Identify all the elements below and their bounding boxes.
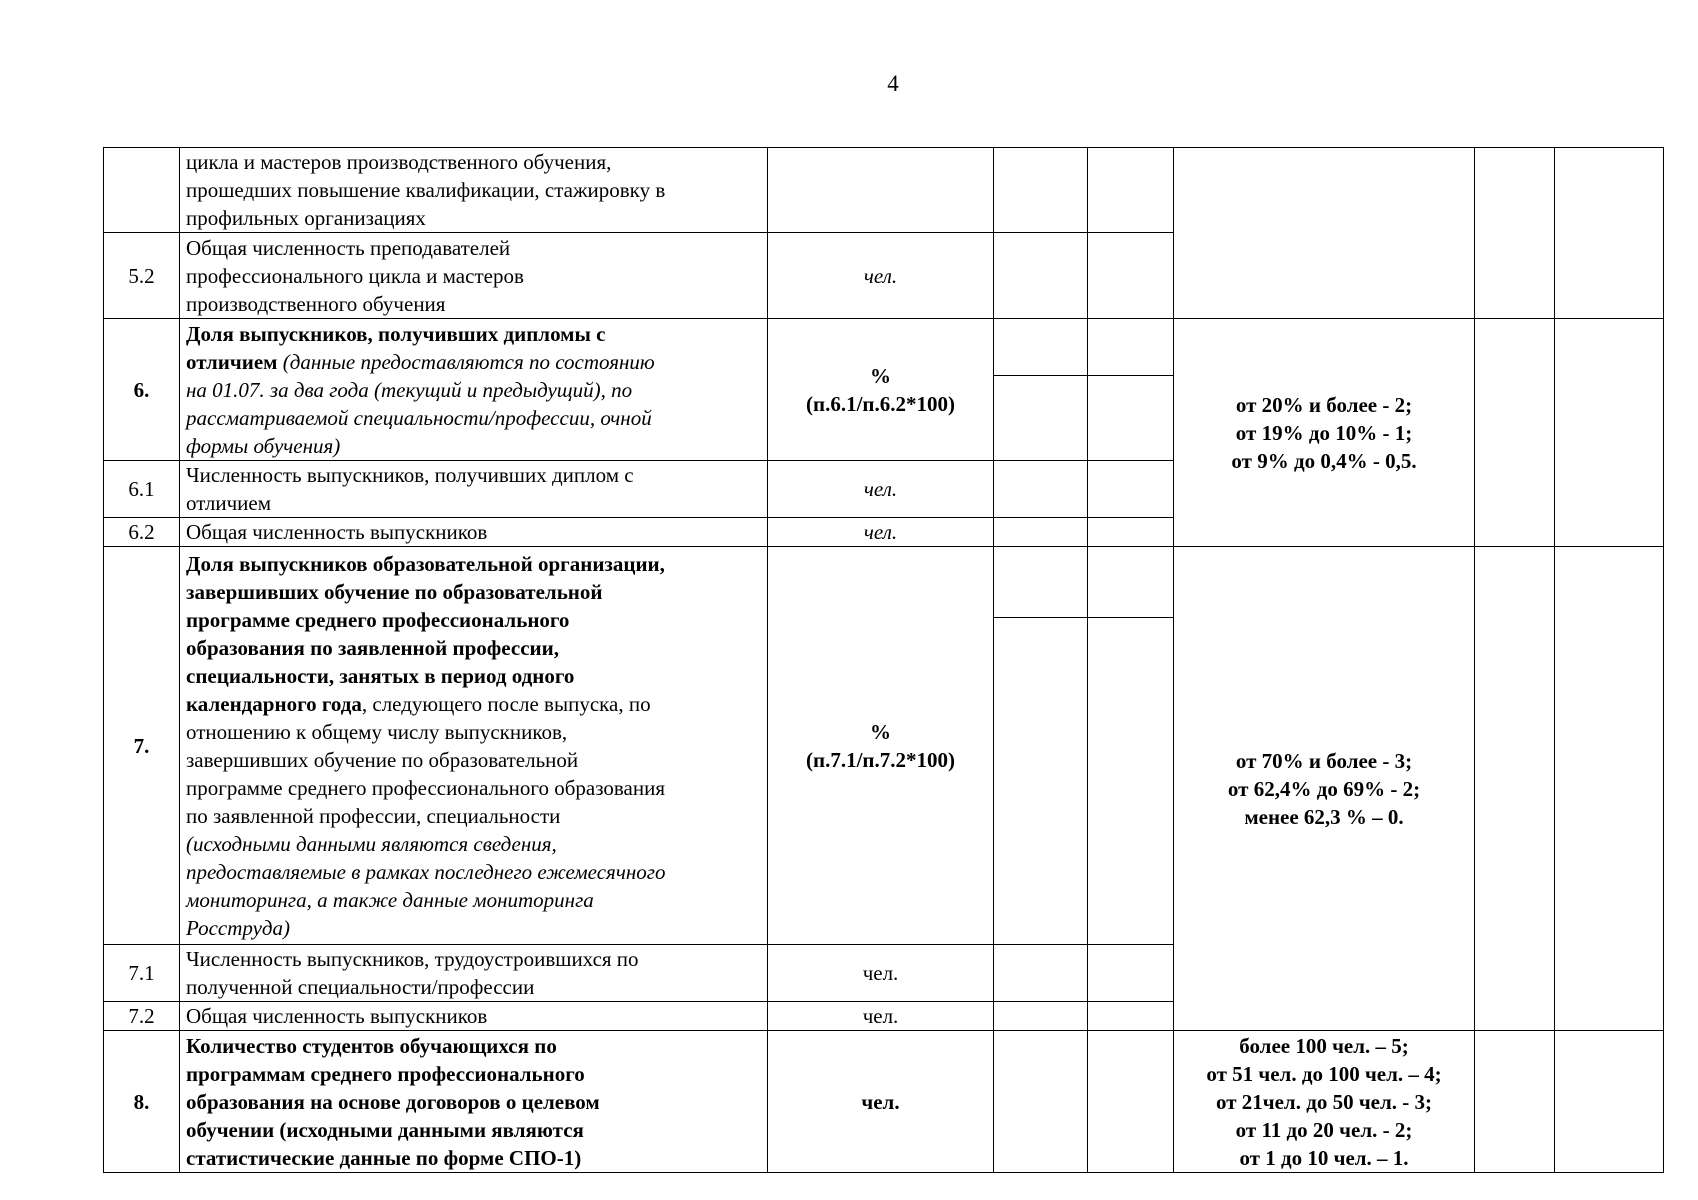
value-cell: [1088, 148, 1174, 233]
value-cell: [994, 376, 1088, 461]
value-cell: [994, 1031, 1088, 1173]
value-cell: [1088, 618, 1174, 945]
indicator-description: Количество студентов обучающихся по программам среднего профессионального образования на основе договоров о целевом обучении (исходными данными являются статистические данные по форме СПО-1): [180, 1031, 768, 1173]
value-cell: [1088, 319, 1174, 376]
note-cell: [1555, 148, 1664, 319]
note-cell: [1555, 547, 1664, 1031]
value-cell: [994, 319, 1088, 376]
row-number: [104, 148, 180, 233]
note-cell: [1555, 1031, 1664, 1173]
value-cell: [994, 461, 1088, 518]
indicator-description: цикла и мастеров производственного обучения, прошедших повышение квалификации, стажировку в профильных организациях: [180, 148, 768, 233]
unit-cell: чел.: [768, 461, 994, 518]
row-number: 6.: [104, 319, 180, 461]
value-cell: [1088, 1002, 1174, 1031]
table-row: [104, 547, 1664, 618]
unit-cell: чел.: [768, 518, 994, 547]
page-number: 4: [887, 71, 899, 96]
unit-cell: чел.: [768, 1002, 994, 1031]
value-cell: [1088, 233, 1174, 319]
value-cell: [1088, 945, 1174, 1002]
criteria-cell: от 70% и более - 3; от 62,4% до 69% - 2; менее 62,3 % – 0.: [1174, 547, 1475, 1031]
criteria-cell: [1174, 148, 1475, 319]
row-number: 7.1: [104, 945, 180, 1002]
value-cell: [994, 148, 1088, 233]
unit-cell: % (п.7.1/п.7.2*100): [768, 547, 994, 945]
score-cell: [1475, 547, 1555, 1031]
score-cell: [1475, 319, 1555, 547]
indicator-description: Доля выпускников образовательной организации, завершивших обучение по образовательной программе среднего профессионального образования по заявленной профессии, специальности, занятых в период одного календарного года, следующего после выпуска, по отношению к общему числу выпускников, завершивших обучение по образовательной программе среднего профессионального образования по заявленной профессии, специальности (исходными данными являются сведения, предоставляемые в рамках последнего ежемесячного мониторинга, а также данные мониторинга Росструда): [180, 547, 768, 945]
row-number: 7.: [104, 547, 180, 945]
indicator-description: Общая численность выпускников: [180, 1002, 768, 1031]
unit-cell: чел.: [768, 945, 994, 1002]
table-row: [104, 1031, 1664, 1173]
value-cell: [1088, 518, 1174, 547]
row-number: 8.: [104, 1031, 180, 1173]
value-cell: [994, 518, 1088, 547]
indicator-description: Общая численность преподавателей профессионального цикла и мастеров производственного обучения: [180, 233, 768, 319]
row-number: 7.2: [104, 1002, 180, 1031]
criteria-table: [103, 147, 1664, 1173]
value-cell: [994, 618, 1088, 945]
unit-cell: чел.: [768, 1031, 994, 1173]
criteria-cell: более 100 чел. – 5; от 51 чел. до 100 чел. – 4; от 21чел. до 50 чел. - 3; от 11 до 20 чел. - 2; от 1 до 10 чел. – 1.: [1174, 1031, 1475, 1173]
unit-cell: чел.: [768, 233, 994, 319]
value-cell: [1088, 1031, 1174, 1173]
indicator-description: Численность выпускников, трудоустроившихся по полученной специальности/профессии: [180, 945, 768, 1002]
value-cell: [1088, 376, 1174, 461]
table-row: [104, 148, 1664, 233]
value-cell: [1088, 461, 1174, 518]
score-cell: [1475, 148, 1555, 319]
table-row: [104, 319, 1664, 376]
indicator-description: Общая численность выпускников: [180, 518, 768, 547]
criteria-cell: от 20% и более - 2; от 19% до 10% - 1; от 9% до 0,4% - 0,5.: [1174, 319, 1475, 547]
score-cell: [1475, 1031, 1555, 1173]
value-cell: [994, 1002, 1088, 1031]
row-number: 6.2: [104, 518, 180, 547]
note-cell: [1555, 319, 1664, 547]
value-cell: [994, 547, 1088, 618]
row-number: 5.2: [104, 233, 180, 319]
value-cell: [1088, 547, 1174, 618]
unit-cell: % (п.6.1/п.6.2*100): [768, 319, 994, 461]
value-cell: [994, 233, 1088, 319]
unit-cell: [768, 148, 994, 233]
indicator-description: Доля выпускников, получивших дипломы с отличием (данные предоставляются по состоянию на 01.07. за два года (текущий и предыдущий), по рассматриваемой специальности/профессии, очной формы обучения): [180, 319, 768, 461]
indicator-description: Численность выпускников, получивших диплом с отличием: [180, 461, 768, 518]
row-number: 6.1: [104, 461, 180, 518]
value-cell: [994, 945, 1088, 1002]
